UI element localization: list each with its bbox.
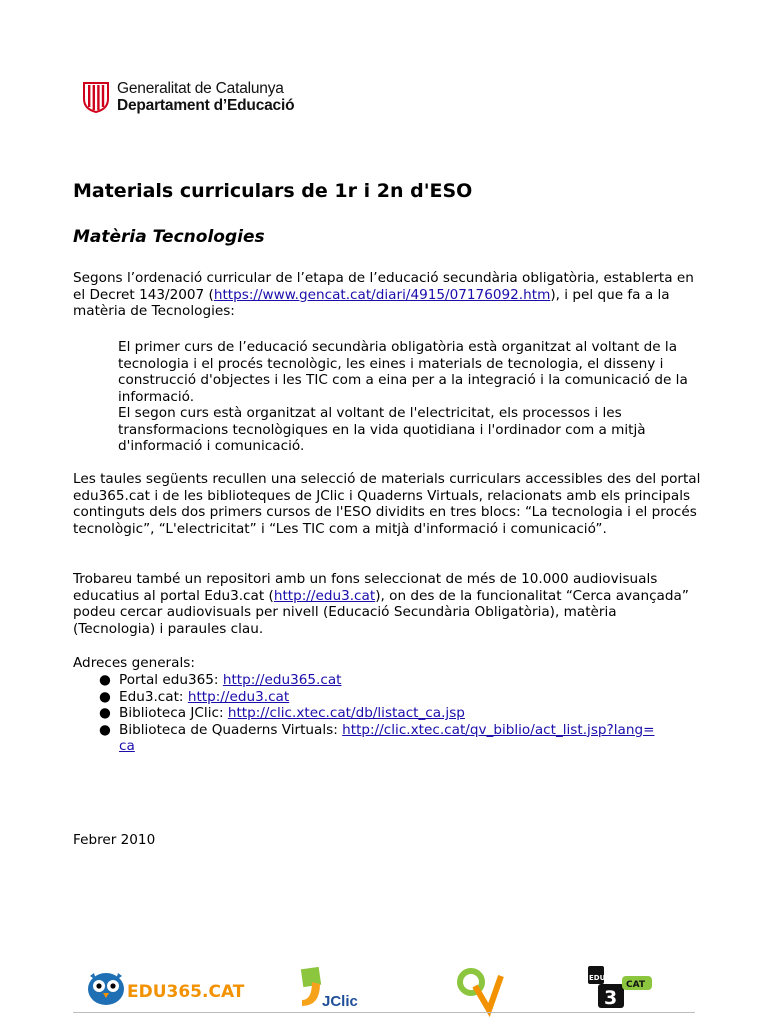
- qv-wordmark: QV: [455, 964, 457, 965]
- department-name: Departament d’Educació: [117, 97, 295, 114]
- edu3-cat-text: CAT: [626, 980, 646, 990]
- address-label: Biblioteca de Quaderns Virtuals:: [119, 721, 343, 738]
- edu3-number: 3: [604, 987, 618, 1009]
- jclic-link[interactable]: http://clic.xtec.cat/db/listact_ca.jsp: [227, 705, 465, 722]
- edu3-link[interactable]: http://edu3.cat: [273, 587, 376, 604]
- footer-logos: [0, 964, 768, 1010]
- bullet-icon: ●: [99, 721, 111, 738]
- gencat-logo: [82, 80, 294, 114]
- bullet-icon: ●: [99, 705, 111, 722]
- list-item: [73, 672, 713, 689]
- edu3-address-link[interactable]: http://edu3.cat: [187, 688, 290, 705]
- org-name: Generalitat de Catalunya: [117, 80, 284, 97]
- decree-link[interactable]: https://www.gencat.cat/diari/4915/07176092.htm: [213, 286, 551, 303]
- addresses-heading: Adreces generals:: [73, 655, 195, 671]
- footer-divider: [73, 1012, 695, 1013]
- curriculum-quote-2: El segon curs està organitzat al voltant de l'electricitat, els processos i les transformacions tecnològiques en la vida quotidiana i l'ordinador com a mitjà d'informació i comunicació.: [118, 405, 646, 455]
- intro-text-before: Segons l’ordenació curricular de l’etapa de l’educació secundària obligatòria, establerta en el Decret 143/2007 (: [73, 270, 694, 303]
- bullet-icon: ●: [99, 688, 111, 705]
- quaderns-link[interactable]: http://clic.xtec.cat/qv_biblio/act_list.jsp?lang=ca: [119, 721, 655, 755]
- address-label: Portal edu365:: [119, 672, 223, 688]
- jclic-logo: [298, 964, 370, 1010]
- edu3-logo: [586, 964, 666, 1010]
- curriculum-quote-1: El primer curs de l’educació secundària obligatòria està organitzat al voltant de la tecnologia i el procés tecnològic, les eines i materials de tecnologia, el disseny i construcció d'objectes i les TIC com a eina per a la integració i la comunicació de la informació.: [118, 339, 688, 405]
- document-date: Febrer 2010: [73, 832, 156, 848]
- edu3-paragraph: [73, 571, 703, 637]
- catalan-crest-icon: [82, 81, 110, 113]
- address-label: Edu3.cat:: [119, 688, 188, 705]
- bullet-icon: ●: [99, 672, 111, 688]
- jclic-wordmark: JClic: [322, 993, 358, 1010]
- intro-paragraph: [73, 270, 703, 320]
- edu365-link[interactable]: http://edu365.cat: [222, 672, 342, 688]
- edu3-text-before: Trobareu també un repositori amb un fons seleccionat de més de 10.000 audiovisuals educatius al portal Edu3.cat (: [73, 571, 658, 604]
- edu3-text-after: ), on des de la funcionalitat “Cerca avançada” podeu cercar audiovisuals per nivell (Educació Secundària Obligatòria), matèria (Tecnologia) i paraules clau.: [73, 587, 689, 637]
- address-label: Biblioteca JClic:: [119, 705, 228, 722]
- edu3-top-text: EDU: [589, 974, 606, 982]
- edu365-logo: [86, 964, 245, 1010]
- quaderns-virtuals-logo: [455, 964, 503, 1010]
- materials-paragraph: Les taules següents recullen una selecció de materials curriculars accessibles des del portal edu365.cat i de les biblioteques de JClic i Quaderns Virtuals, relacionats amb els principals continguts dels dos primers cursos de l'ESO dividits en tres blocs: “La tecnologia i el procés tecnològic”, “L'electricitat” i “Les TIC com a mitjà d'informació i comunicació”.: [73, 471, 701, 537]
- addresses-list: [73, 672, 713, 755]
- document-title: Materials curriculars de 1r i 2n d'ESO: [73, 180, 473, 202]
- document-subtitle: Matèria Tecnologies: [73, 227, 265, 247]
- list-item: [73, 722, 659, 755]
- list-item: [73, 689, 713, 706]
- edu365-wordmark: EDU365.CAT: [127, 982, 245, 1002]
- list-item: [73, 705, 713, 722]
- intro-text-after: ), i pel que fa a la matèria de Tecnologies:: [73, 286, 670, 320]
